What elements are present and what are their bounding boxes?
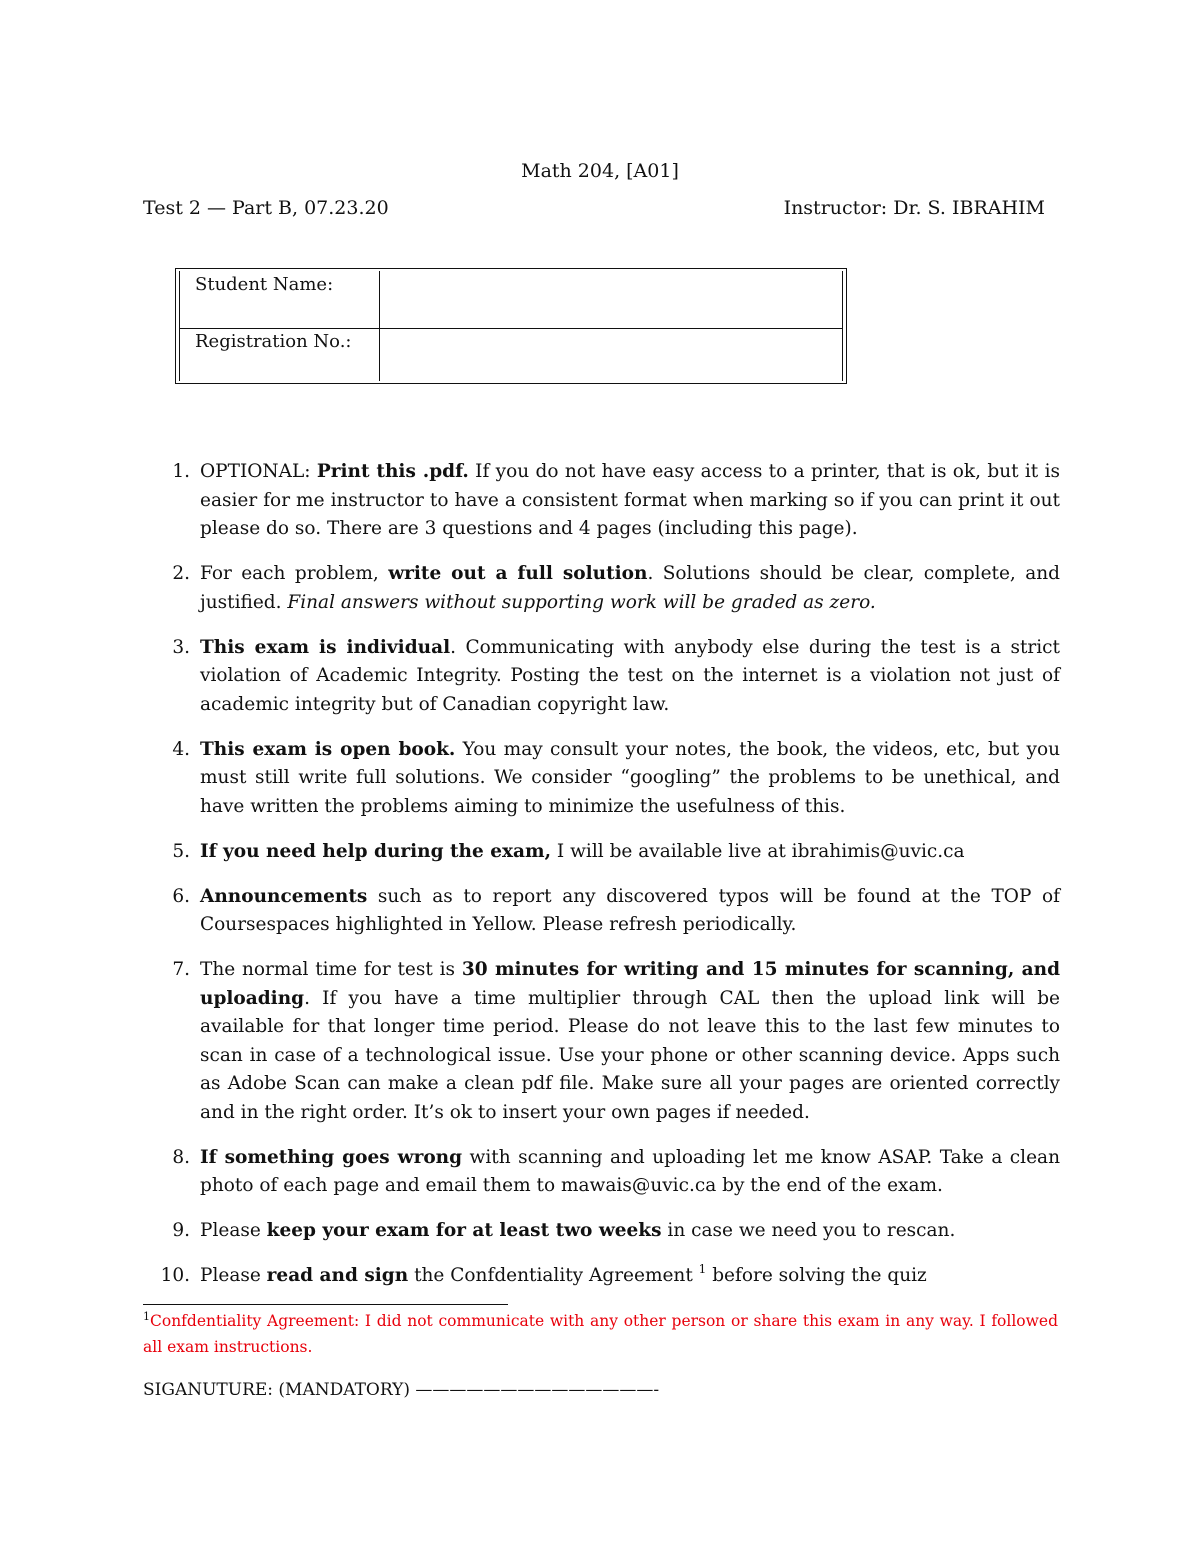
table-divider-horizontal (180, 328, 842, 329)
instruction-item (172, 838, 1060, 867)
instruction-text: The normal time for test is (200, 959, 462, 980)
footnote (143, 1309, 1058, 1359)
instruction-text: Announcements (200, 885, 368, 907)
instruction-text: This exam is individual (200, 636, 451, 658)
instruction-text: read and sign (266, 1265, 409, 1286)
instruction-text: the Confdentiality Agreement (408, 1265, 699, 1286)
footnote-rule (143, 1304, 508, 1305)
instruction-item (172, 883, 1060, 940)
instruction-text: . Communicating with anybody else during the test is a strict violation of Academic Integrity. Posting the test on the internet is a violation not just of academic integrity but of Canadian copyright law. (200, 636, 1060, 715)
instruction-text: You may consult your notes, the book, the videos, etc, but you must still write full solutions. We consider “googling” the problems to be unethical, and have written the problems aiming to minimize the usefulness of this. (200, 738, 1060, 817)
instruction-item (172, 560, 1060, 617)
instruction-number: 10. (160, 1265, 190, 1286)
instruction-text: If you do not have easy access to a printer, that is ok, but it is easier for me instructor to have a consistent format when marking so if you can print it out please do so. There are 3 questions and 4 pages (including this page). (200, 461, 1060, 539)
instruction-item (172, 736, 1060, 822)
instruction-number: 5. (172, 840, 190, 862)
instruction-text: For each problem, (200, 563, 389, 584)
instruction-text: Please (200, 1265, 267, 1286)
registration-number-label: Registration No.: (195, 331, 352, 352)
instructions-list (160, 458, 1061, 1308)
instruction-number: 1. (172, 461, 190, 482)
table-divider-vertical (379, 271, 380, 381)
instruction-text: Final answers without supporting work will be graded as zero. (287, 591, 876, 613)
test-date-line: Test 2 — Part B, 07.23.20 (143, 197, 389, 219)
student-name-label: Student Name: (195, 274, 334, 295)
instruction-text: If you need help during the exam, (200, 840, 552, 862)
instruction-item (172, 956, 1061, 1127)
student-id-table (175, 268, 847, 384)
instruction-text: I will be available live at ibrahimis@uvic.ca (551, 840, 965, 862)
signature-line: SIGANUTURE: (MANDATORY) ——————————————- (143, 1380, 660, 1400)
instruction-text: Please (200, 1220, 267, 1241)
instruction-number: 6. (172, 885, 190, 907)
instruction-text: with scanning and uploading let me know ASAP. Take a clean photo of each page and email them to mawais@uvic.ca by the end of the exam. (200, 1146, 1060, 1196)
instruction-number: 7. (172, 959, 190, 980)
instruction-text: If something goes wrong (200, 1146, 463, 1168)
instruction-item (172, 634, 1060, 720)
instruction-item (172, 1144, 1060, 1201)
instruction-text: This exam is open book. (200, 738, 456, 760)
instruction-text: 30 minutes for writing and 15 minutes for scanning, and uploading (200, 959, 1061, 1009)
footnote-reference: 1 (698, 1262, 707, 1276)
instruction-text: in case we need you to rescan. (661, 1220, 956, 1241)
instruction-text: . Solutions should be clear, complete, and justified. (200, 563, 1060, 613)
instruction-text: OPTIONAL: (200, 461, 317, 482)
instruction-text: write out a full solution (388, 563, 648, 584)
instruction-item (172, 458, 1060, 544)
instruction-number: 4. (172, 738, 190, 760)
instruction-text: . If you have a time multiplier through CAL then the upload link will be available for that longer time period. Please do not leave this to the last few minutes to scan in case of a technological issue. Use your phone or other scanning device. Apps such as Adobe Scan can make a clean pdf file. Make sure all your pages are oriented correctly and in the right order. It’s ok to insert your own pages if needed. (200, 987, 1060, 1123)
footnote-text: Confdentiality Agreement: I did not communicate with any other person or share this exam in any way. I followed all exam instructions. (143, 1312, 1058, 1356)
instruction-text: Print this .pdf. (316, 461, 469, 482)
instruction-text: such as to report any discovered typos will be found at the TOP of Coursespaces highlighted in Yellow. Please refresh periodically. (200, 885, 1060, 935)
instruction-number: 3. (172, 636, 190, 658)
footnote-marker: 1 (143, 1310, 150, 1323)
instruction-number: 9. (172, 1220, 190, 1241)
instruction-item (160, 1262, 1060, 1292)
student-id-table-inner (179, 271, 843, 381)
course-title: Math 204, [A01] (521, 160, 679, 182)
instruction-text: before solving the quiz (706, 1265, 927, 1286)
instructor-name: Instructor: Dr. S. IBRAHIM (783, 197, 1045, 219)
instruction-item (172, 1217, 1060, 1246)
instruction-number: 8. (172, 1146, 190, 1168)
instruction-text: keep your exam for at least two weeks (266, 1220, 662, 1241)
instruction-number: 2. (172, 563, 190, 584)
